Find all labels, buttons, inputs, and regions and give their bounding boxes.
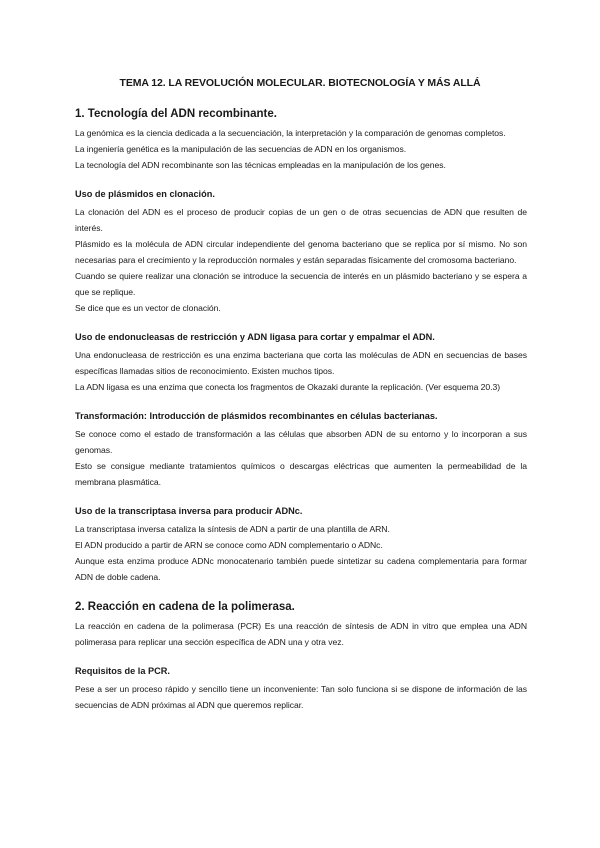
paragraph: Se dice que es un vector de clonación. — [75, 303, 221, 313]
paragraph: La reacción en cadena de la polimerasa (PCR) Es una reacción de síntesis de ADN in vitro que emplea una ADN polimerasa para replicar una sección específica de ADN una y otra vez. — [75, 621, 527, 647]
paragraph: Plásmido es la molécula de ADN circular independiente del genoma bacteriano que se replica por sí mismo. No son necesarias para el crecimiento y la reproducción normales y están separadas físicamente del cromosoma bacteriano. — [75, 239, 527, 265]
subsection-heading: Requisitos de la PCR. — [75, 666, 170, 676]
paragraph: La tecnología del ADN recombinante son las técnicas empleadas en la manipulación de los genes. — [75, 160, 446, 170]
paragraph: La genómica es la ciencia dedicada a la secuenciación, la interpretación y la comparación de genomas completos. — [75, 128, 506, 138]
paragraph: La ADN ligasa es una enzima que conecta los fragmentos de Okazaki durante la replicación. (Ver esquema 20.3) — [75, 382, 501, 392]
paragraph: La clonación del ADN es el proceso de producir copias de un gen o de otras secuencias de ADN que resulten de interés. — [75, 207, 527, 233]
paragraph: El ADN producido a partir de ARN se conoce como ADN complementario o ADNc. — [75, 540, 383, 550]
document-body — [75, 106, 527, 727]
subsection-endonucleasas — [75, 330, 527, 395]
paragraph: Se conoce como el estado de transformación a las células que absorben ADN de su entorno y lo incorporan a sus genomas. — [75, 429, 527, 455]
document-title: TEMA 12. LA REVOLUCIÓN MOLECULAR. BIOTECNOLOGÍA Y MÁS ALLÁ — [119, 77, 481, 89]
paragraph: La transcriptasa inversa cataliza la síntesis de ADN a partir de una plantilla de ARN. — [75, 524, 390, 534]
subsection-heading: Uso de plásmidos en clonación. — [75, 189, 215, 199]
paragraph: Una endonucleasa de restricción es una enzima bacteriana que corta las moléculas de ADN en secuencias de bases específicas llamadas sitios de reconocimiento. Existen muchos tipos. — [75, 350, 527, 376]
subsection-heading: Uso de endonucleasas de restricción y ADN ligasa para cortar y empalmar el ADN. — [75, 332, 435, 342]
subsection-plasmidos — [75, 187, 527, 316]
paragraph: Esto se consigue mediante tratamientos químicos o descargas eléctricas que aumenten la permeabilidad de la membrana plasmática. — [75, 461, 527, 487]
subsection-heading: Transformación: Introducción de plásmidos recombinantes en células bacterianas. — [75, 411, 438, 421]
section-heading: 1. Tecnología del ADN recombinante. — [75, 108, 277, 120]
paragraph: Pese a ser un proceso rápido y sencillo tiene un inconveniente: Tan solo funciona si se dispone de información de las secuencias de ADN próximas al ADN que queremos replicar. — [75, 684, 527, 710]
section-pcr — [75, 599, 527, 650]
paragraph: La ingeniería genética es la manipulación de las secuencias de ADN en los organismos. — [75, 144, 407, 154]
subsection-transformacion — [75, 409, 527, 490]
subsection-requisitos — [75, 664, 527, 713]
section-heading: 2. Reacción en cadena de la polimerasa. — [75, 601, 295, 613]
section-adn-recombinante — [75, 106, 527, 173]
subsection-transcriptasa — [75, 504, 527, 585]
subsection-heading: Uso de la transcriptasa inversa para producir ADNc. — [75, 506, 303, 516]
paragraph: Cuando se quiere realizar una clonación se introduce la secuencia de interés en un plásmido bacteriano y se espera a que se replique. — [75, 271, 527, 297]
paragraph: Aunque esta enzima produce ADNc monocatenario también puede sintetizar su cadena complementaria para formar ADN de doble cadena. — [75, 556, 527, 582]
